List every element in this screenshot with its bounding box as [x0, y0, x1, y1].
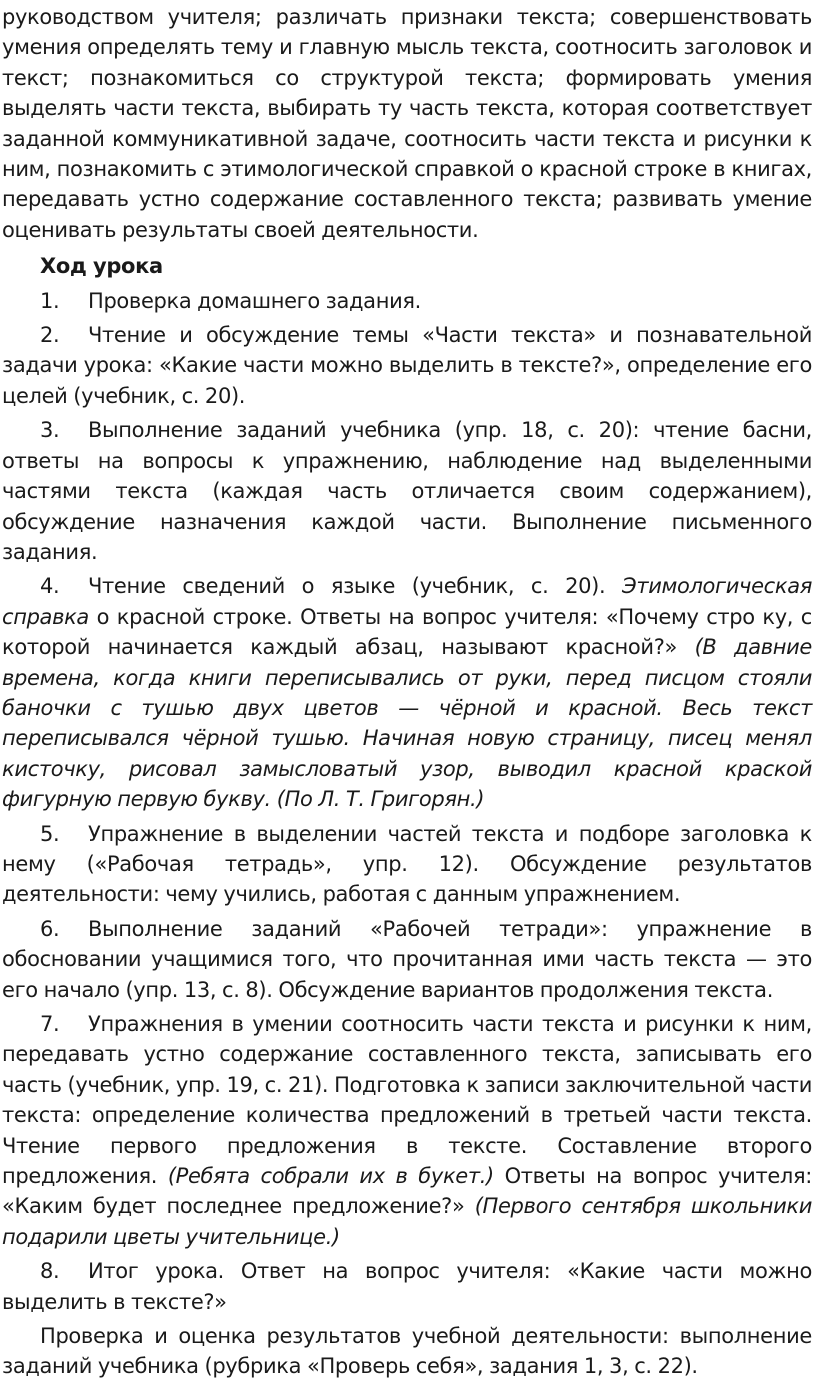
list-item — [2, 1256, 812, 1317]
list-item-number: 1. — [40, 288, 60, 313]
list-item — [2, 320, 812, 411]
closing-paragraph: Проверка и оценка результатов учебной деятельности: выполнение заданий учебника (рубрика «Проверь себя», задания 1, 3, с. 22). — [2, 1324, 812, 1379]
list-item — [2, 819, 812, 910]
list-item-text: Выполнение заданий «Рабочей тетради»: упражнение в обосновании учащимися того, что прочитанная ими часть текста — это его начало (упр. 13, с. 8). Обсуждение вариантов продолжения текста. — [2, 916, 812, 1002]
list-item-number: 2. — [40, 323, 60, 348]
list-item-text: Итог урока. Ответ на вопрос учителя: «Какие части можно выделить в тексте?» — [2, 1259, 812, 1314]
section-heading: Ход урока — [40, 254, 163, 279]
list-item-text: Упражнения в умении соотносить части текста и рисунки к ним, передавать устно содержание составленного текста, записывать его часть (учебник, упр. 19, с. 21). Подготовка к записи заключительной части текста: определение количества предложений в третьей части текста. Чтение первого предложения в тексте. Составление второго предложения. — [2, 1012, 812, 1189]
list-item-italic-answer: (Первого сентября школьники подарили цветы учительнице.) — [2, 1194, 812, 1249]
list-item — [2, 914, 812, 1005]
list-item-number: 7. — [40, 1012, 60, 1036]
list-item-text: Выполнение заданий учебника (упр. 18, с. 20): чтение басни, ответы на вопросы к упражнению, наблюдение над выделенными частями текста (каждая часть отличается своим содержанием), обсуждение назначения каждой части. Выполнение письменного задания. — [2, 418, 812, 564]
list-item-number: 5. — [40, 821, 60, 846]
list-item-text: Ответы на вопрос учителя: «Каким будет последнее предложение?» — [2, 1164, 812, 1219]
list-item — [2, 415, 812, 567]
list-item-number: 4. — [40, 574, 60, 599]
intro-paragraph: руководством учителя; различать признаки текста; совершенствовать умения определять тему и главную мысль текста, соотносить заголовок и текст; познакомиться со структурой текста; формировать умения выделять части текста, выбирать ту часть текста, которая соответствует заданной коммуникативной задаче, соотносить части текста и рисунки к ним, познакомить с этимологической справкой о красной строке в книгах, передавать устно содержание составленного текста; развивать умение оценивать результаты своей деятельности. — [2, 5, 812, 242]
list-item — [2, 571, 812, 814]
list-item-text: Упражнение в выделении частей текста и подборе заголовка к нему («Рабочая тетрадь», упр. 12). Обсуждение результатов деятельности: чему учились, работая с данным упражнением. — [2, 821, 812, 907]
list-item-text: Чтение и обсуждение темы «Части текста» и познавательной задачи урока: «Какие части можно выделить в тексте?», определение его целей (учебник, с. 20). — [2, 323, 812, 408]
list-item-number: 8. — [40, 1259, 60, 1284]
list-item-italic-answer: (В давние времена, когда книги переписывались от руки, перед писцом стояли баночки с тушью двух цветов — чёрной и красной. Весь текст переписывался чёрной тушью. Начиная новую страницу, писец менял кисточку, рисовал замысловатый узор, выводил красной краской фигурную первую букву. (По Л. Т. Григорян.) — [2, 635, 812, 812]
list-item — [2, 1009, 812, 1252]
list-item-number: 3. — [40, 418, 60, 443]
list-item-number: 6. — [40, 916, 60, 941]
list-item — [2, 286, 812, 316]
list-item-text: Чтение сведений о языке (учебник, с. 20). — [88, 574, 622, 599]
list-item-italic-answer: (Ребята собрали их в букет.) — [167, 1164, 494, 1189]
list-item-italic-term: Этимологическая справка — [2, 574, 812, 629]
list-item-text: Проверка домашнего задания. — [88, 288, 421, 313]
list-item-text: о красной строке. Ответы на вопрос учителя: «Почему стро ку, с которой начинается каждый абзац, называют красной?» — [2, 604, 812, 660]
